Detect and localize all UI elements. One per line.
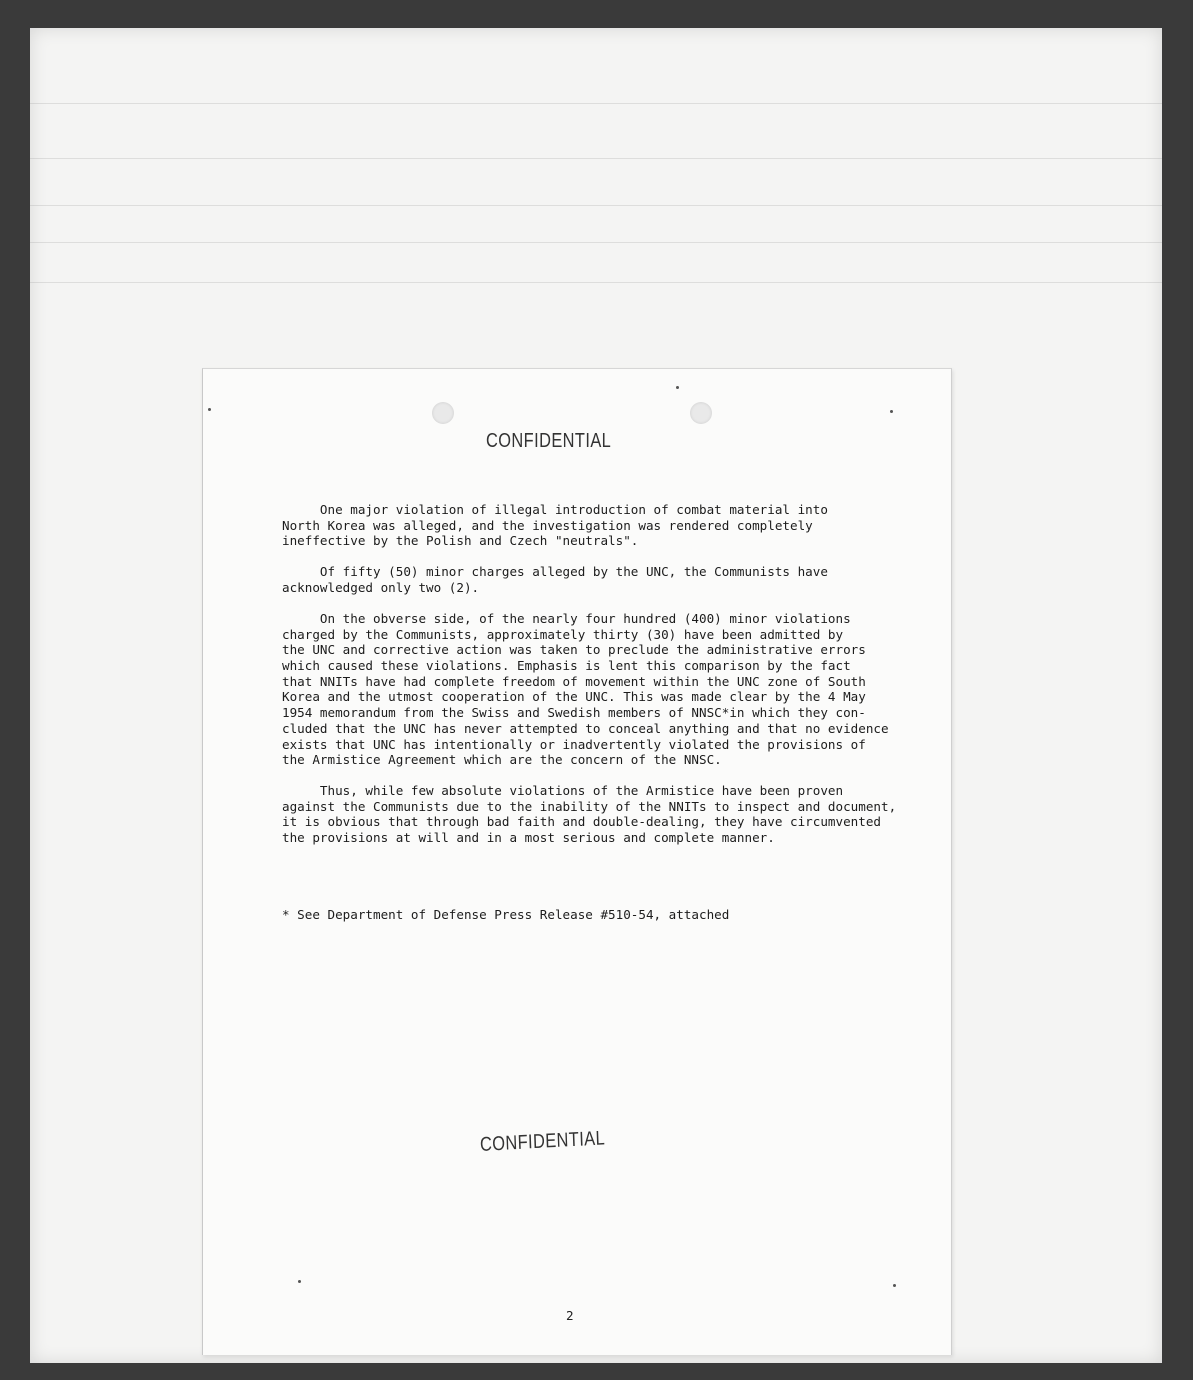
paragraph	[282, 502, 942, 549]
text-line: Korea and the utmost cooperation of the UNC. This was made clear by the 4 May	[282, 689, 866, 705]
text-line: On the obverse side, of the nearly four hundred (400) minor violations	[282, 611, 851, 626]
punch-hole	[690, 402, 712, 424]
scan-rule-line	[30, 282, 1162, 283]
text-line: North Korea was alleged, and the investigation was rendered completely	[282, 517, 813, 533]
text-line: ineffective by the Polish and Czech "neutrals".	[282, 533, 639, 549]
paragraph	[282, 564, 942, 595]
scan-rule-line	[30, 103, 1162, 104]
scan-rule-line	[30, 205, 1162, 206]
text-line: the Armistice Agreement which are the concern of the NNSC.	[282, 752, 722, 768]
scan-speck	[298, 1280, 301, 1283]
scan-speck	[893, 1284, 896, 1287]
text-line: against the Communists due to the inability of the NNITs to inspect and document,	[282, 798, 897, 814]
classification-stamp-bottom: CONFIDENTIAL	[479, 1127, 606, 1156]
text-line: which caused these violations. Emphasis is lent this comparison by the fact	[282, 658, 851, 674]
text-line: cluded that the UNC has never attempted to conceal anything and that no evidence	[282, 720, 889, 736]
text-line: the UNC and corrective action was taken to preclude the administrative errors	[282, 642, 866, 658]
scan-speck	[676, 386, 679, 389]
text-line: Thus, while few absolute violations of the Armistice have been proven	[282, 783, 844, 798]
text-line: One major violation of illegal introduction of combat material into	[282, 502, 828, 517]
page-number: 2	[566, 1308, 574, 1323]
text-line: charged by the Communists, approximately thirty (30) have been admitted by	[282, 626, 844, 642]
scan-rule-line	[30, 158, 1162, 159]
scan-rule-line	[30, 242, 1162, 243]
classification-stamp-top: CONFIDENTIAL	[486, 430, 612, 452]
footnote-text: * See Department of Defense Press Release #510-54, attached	[282, 907, 730, 922]
text-line: it is obvious that through bad faith and double-dealing, they have circumvented	[282, 814, 881, 830]
text-line: exists that UNC has intentionally or inadvertently violated the provisions of	[282, 736, 866, 752]
scan-speck	[208, 408, 211, 411]
scan-speck	[890, 410, 893, 413]
punch-hole	[432, 402, 454, 424]
text-line: 1954 memorandum from the Swiss and Swedish members of NNSC*in which they con-	[282, 705, 866, 721]
text-line: acknowledged only two (2).	[282, 579, 480, 595]
text-line: that NNITs have had complete freedom of movement within the UNC zone of South	[282, 673, 866, 689]
text-line: Of fifty (50) minor charges alleged by the UNC, the Communists have	[282, 564, 828, 579]
text-line: the provisions at will and in a most serious and complete manner.	[282, 830, 775, 846]
paragraph	[282, 783, 942, 846]
footnote	[282, 907, 942, 923]
paragraph	[282, 611, 942, 768]
